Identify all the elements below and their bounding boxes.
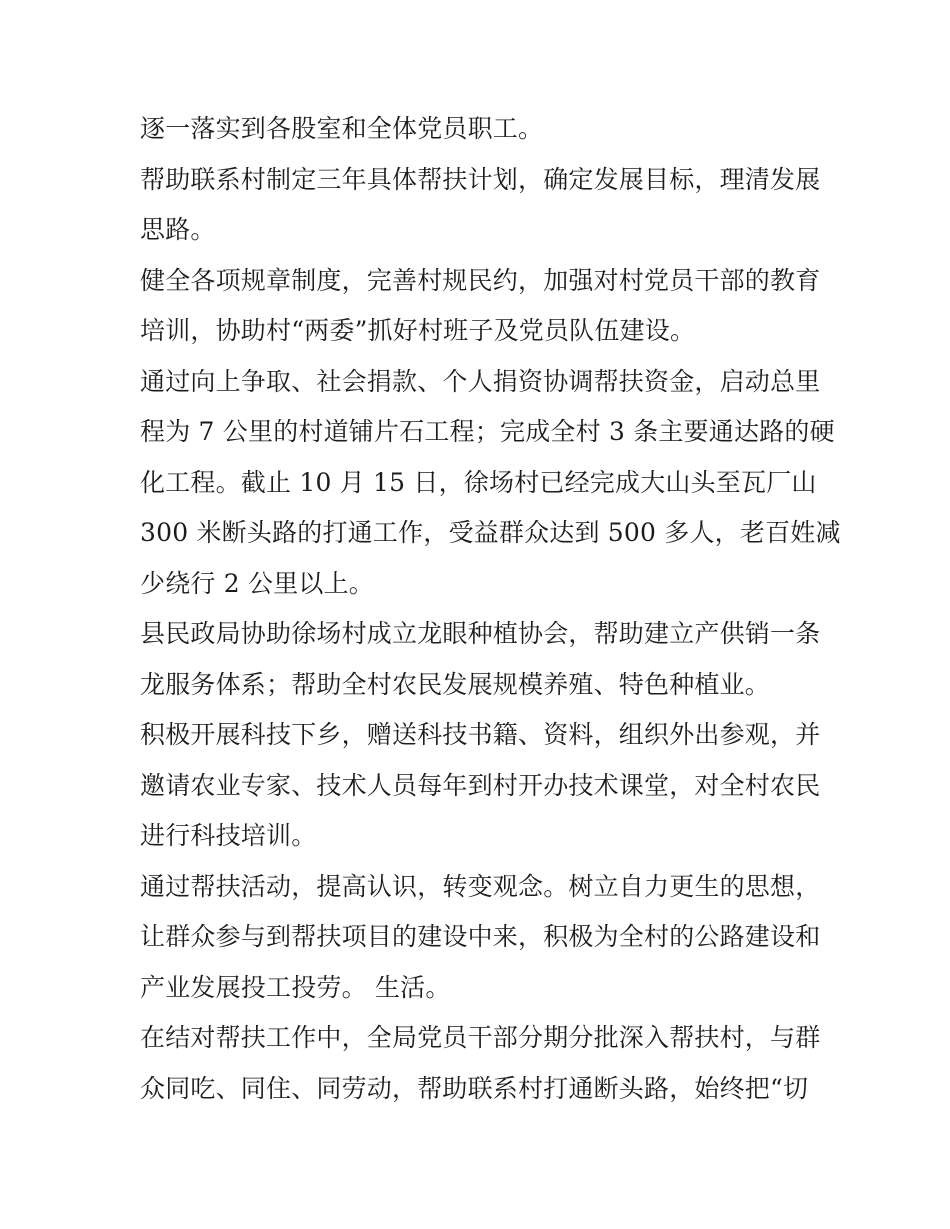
text-line: 众同吃、同住、同劳动，帮助联系村打通断头路，始终把“切 [140,1073,809,1103]
text-line: 进行科技培训。 [140,821,317,850]
text-line: 通过帮扶活动，提高认识，转变观念。树立自力更生的思想， [140,871,821,901]
document-body [140,109,841,1119]
text-line: 帮助联系村制定三年具体帮扶计划，确定发展目标，理清发展 [140,164,821,194]
text-line: 县民政局协助徐场村成立龙眼种植协会，帮助建立产供销一条 [140,619,821,648]
text-line: 程为 7 公里的村道铺片石工程；完成全村 3 条主要通达路的硬 [140,417,835,446]
text-line: 积极开展科技下乡，赠送科技书籍、资料，组织外出参观，并 [140,720,821,749]
text-line: 思路。 [140,215,216,244]
text-line: 逐一落实到各股室和全体党员职工。 [140,114,544,143]
text-line: 通过向上争取、社会捐款、个人捐资协调帮扶资金，启动总里 [140,366,821,396]
text-line: 龙服务体系；帮助全村农民发展规模养殖、特色种植业。 [140,669,771,699]
text-line: 化工程。截止 10 月 15 日，徐场村已经完成大山头至瓦厂山 [140,467,817,497]
text-line: 产业发展投工投劳。 生活。 [140,972,451,1002]
text-line: 健全各项规章制度，完善村规民约，加强对村党员干部的教育 [140,265,821,295]
text-line: 300 米断头路的打通工作，受益群众达到 500 多人，老百姓减 [140,518,841,547]
text-line: 少绕行 2 公里以上。 [140,568,375,598]
text-line: 让群众参与到帮扶项目的建设中来，积极为全村的公路建设和 [140,922,821,951]
text-line: 邀请农业专家、技术人员每年到村开办技术课堂，对全村农民 [140,770,821,800]
text-line: 在结对帮扶工作中，全局党员干部分期分批深入帮扶村，与群 [140,1023,821,1052]
text-line: 培训，协助村“两委”抓好村班子及党员队伍建设。 [140,316,696,345]
